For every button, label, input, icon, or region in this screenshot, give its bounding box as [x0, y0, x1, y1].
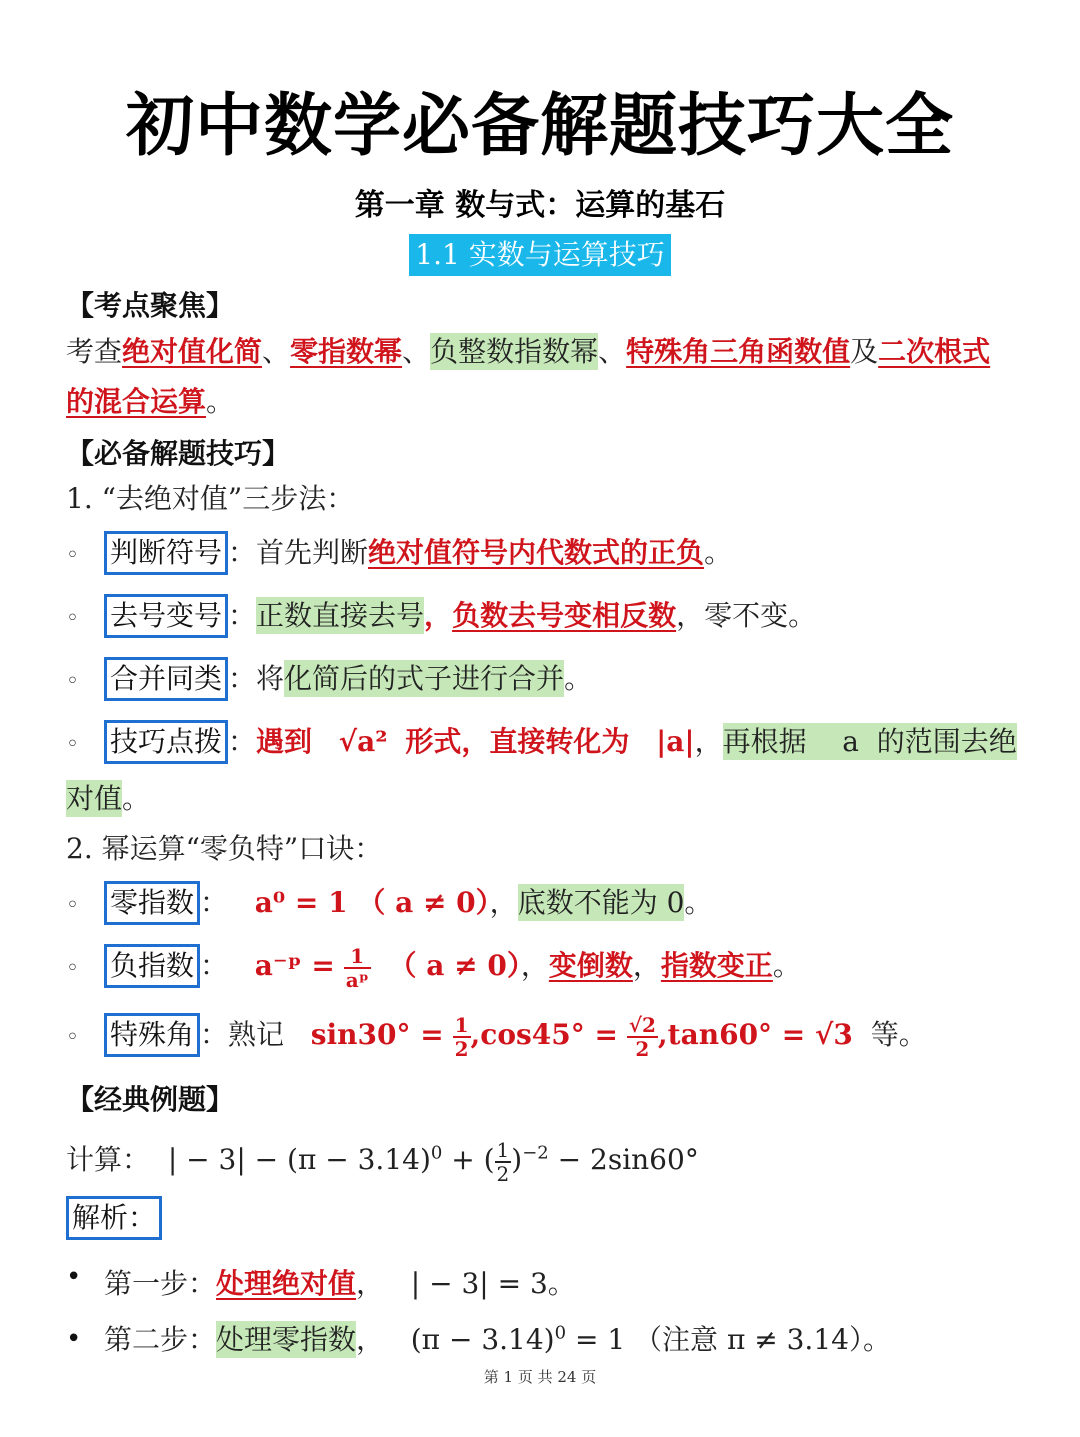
label-box: 判断符号: [104, 531, 228, 575]
skill-tip-continued: [66, 774, 150, 824]
label-box: 去号变号: [104, 594, 228, 638]
comma: ，: [520, 949, 549, 982]
comma: ，: [356, 1267, 385, 1300]
comma: ，: [694, 725, 723, 758]
solution-step-1: [104, 1262, 576, 1302]
skill-negative-exponent: [104, 944, 801, 991]
math-sqrt: √a²: [338, 725, 388, 758]
highlight-green: 底数不能为 0: [517, 886, 685, 919]
text: 将: [256, 662, 285, 695]
highlight-red: 负数去号变相反数: [452, 599, 677, 632]
sep: 及: [850, 335, 879, 368]
comma: ，: [489, 886, 518, 919]
highlight-green: 的范围去绝: [876, 725, 1017, 758]
skill-step-merge: [104, 657, 592, 701]
math: ,tan60° = √3: [657, 1018, 853, 1051]
math: + (: [442, 1143, 495, 1176]
exponent: −2: [522, 1142, 549, 1164]
label: 计算：: [66, 1143, 151, 1176]
math-abs: |a|: [656, 725, 695, 758]
denominator: 2: [496, 1161, 510, 1186]
math: ): [511, 1143, 523, 1176]
colon: ：: [200, 1018, 229, 1051]
numerator: √2: [628, 1012, 656, 1037]
skill-step-remove: [104, 594, 816, 638]
end: 。: [122, 782, 151, 815]
highlight-red: 变倒数: [548, 949, 633, 982]
math-a: a: [842, 725, 859, 758]
label-box: 负指数: [104, 944, 200, 988]
math: = 1 （注意 π ≠ 3.14）。: [566, 1323, 891, 1356]
end: 。: [772, 949, 801, 982]
denominator: 2: [454, 1036, 469, 1061]
focus-topic-zero-exp: 零指数幂: [290, 335, 403, 368]
math: | − 3| − (π − 3.14): [167, 1143, 431, 1176]
colon: ：: [228, 536, 257, 569]
bullet-icon: •: [66, 1262, 82, 1292]
step-label: 第一步：: [104, 1267, 217, 1300]
focus-topic-neg-exp: 负整数指数幂: [430, 335, 599, 368]
label-box: 技巧点拨: [104, 720, 228, 764]
colon: ：: [228, 725, 257, 758]
focus-paragraph: [66, 327, 1026, 427]
period: 。: [206, 385, 235, 418]
focus-topic-radical: 二次根式: [878, 335, 991, 368]
colon: ：: [228, 599, 257, 632]
skills-heading: 【必备解题技巧】: [66, 437, 291, 470]
skill-step-judge: [104, 531, 732, 575]
highlight-green: 正数直接去号: [256, 599, 425, 632]
circle-bullet-icon: ◦: [66, 732, 79, 757]
text: 熟记: [228, 1018, 285, 1051]
exponent: 0: [554, 1322, 567, 1344]
highlight: 绝对值符号内代数式的正负: [368, 536, 705, 569]
sep: 、: [262, 335, 291, 368]
fraction: [495, 1139, 512, 1185]
highlight-red: 处理绝对值: [216, 1267, 357, 1300]
text: 首先判断: [256, 536, 369, 569]
example-expression: [66, 1138, 699, 1185]
colon: ：: [228, 662, 257, 695]
denominator: 2: [635, 1036, 650, 1061]
colon: ：: [200, 886, 229, 919]
document-title: 初中数学必备解题技巧大全: [125, 87, 954, 166]
chapter-heading: 第一章 数与式：运算的基石: [354, 188, 726, 223]
highlight-green: 再根据: [722, 725, 807, 758]
highlight-red: 指数变正: [660, 949, 773, 982]
math: sin30° =: [310, 1018, 444, 1051]
numerator: 1: [496, 1137, 510, 1162]
colon: ：: [200, 949, 229, 982]
focus-text: 考查: [66, 335, 123, 368]
sep: 、: [598, 335, 627, 368]
end: 等。: [870, 1018, 927, 1051]
bullet-icon: •: [66, 1324, 82, 1354]
section-heading: 1.1 实数与运算技巧: [409, 234, 670, 276]
highlight-green: 化简后的式子进行合并: [284, 662, 565, 695]
sep: 、: [402, 335, 431, 368]
solution-label: 解析：: [66, 1196, 162, 1240]
focus-topic-trig: 特殊角三角函数值: [626, 335, 851, 368]
circle-bullet-icon: ◦: [66, 543, 79, 568]
circle-bullet-icon: ◦: [66, 893, 79, 918]
skill-tip: [104, 720, 1017, 764]
highlight-green: 处理零指数: [216, 1323, 357, 1356]
circle-bullet-icon: ◦: [66, 1025, 79, 1050]
math: − 2sin60°: [548, 1143, 699, 1176]
focus-heading: 【考点聚焦】: [66, 289, 235, 322]
focus-topic-abs: 绝对值化简: [122, 335, 263, 368]
end: 。: [684, 886, 713, 919]
highlight-green: 对值: [66, 782, 123, 815]
math: ,cos45° =: [470, 1018, 618, 1051]
circle-bullet-icon: ◦: [66, 669, 79, 694]
math: | − 3| = 3。: [410, 1267, 576, 1300]
fraction: [453, 1014, 471, 1060]
skill-special-angles: [104, 1013, 927, 1060]
numerator: 1: [454, 1012, 469, 1037]
math: a⁰ = 1 （ a ≠ 0）: [254, 886, 490, 919]
comma: ，: [356, 1323, 385, 1356]
page-footer: 第 1 页 共 24 页: [483, 1368, 597, 1386]
sep: ，: [632, 949, 661, 982]
end: ，零不变。: [676, 599, 817, 632]
text-red: 形式，直接转化为: [405, 725, 630, 758]
exponent: 0: [430, 1142, 443, 1164]
label-box: 特殊角: [104, 1013, 200, 1057]
comma: ，: [424, 599, 453, 632]
end: 。: [564, 662, 593, 695]
numerator: 1: [344, 945, 371, 969]
circle-bullet-icon: ◦: [66, 606, 79, 631]
skill-item-1-title: 1. “去绝对值”三步法：: [66, 482, 355, 515]
focus-topic-mixed: 的混合运算: [66, 385, 207, 418]
denominator: aᵖ: [345, 967, 369, 992]
circle-bullet-icon: ◦: [66, 956, 79, 981]
math: a⁻ᵖ =: [254, 949, 335, 982]
text-red: 遇到: [256, 725, 313, 758]
fraction: [344, 945, 371, 991]
math: （ a ≠ 0）: [388, 949, 521, 982]
step-label: 第二步：: [104, 1323, 217, 1356]
label-box: 零指数: [104, 881, 200, 925]
label-box: 合并同类: [104, 657, 228, 701]
skill-zero-exponent: [104, 881, 712, 925]
math: (π − 3.14): [410, 1323, 555, 1356]
solution-step-2: [104, 1318, 891, 1358]
end: 。: [704, 536, 733, 569]
fraction: [627, 1014, 658, 1060]
skill-item-2-title: 2. 幂运算“零负特”口诀：: [66, 832, 383, 865]
example-heading: 【经典例题】: [66, 1083, 235, 1116]
section-heading-wrap: [0, 234, 1080, 276]
solution-label-wrap: [66, 1196, 162, 1240]
